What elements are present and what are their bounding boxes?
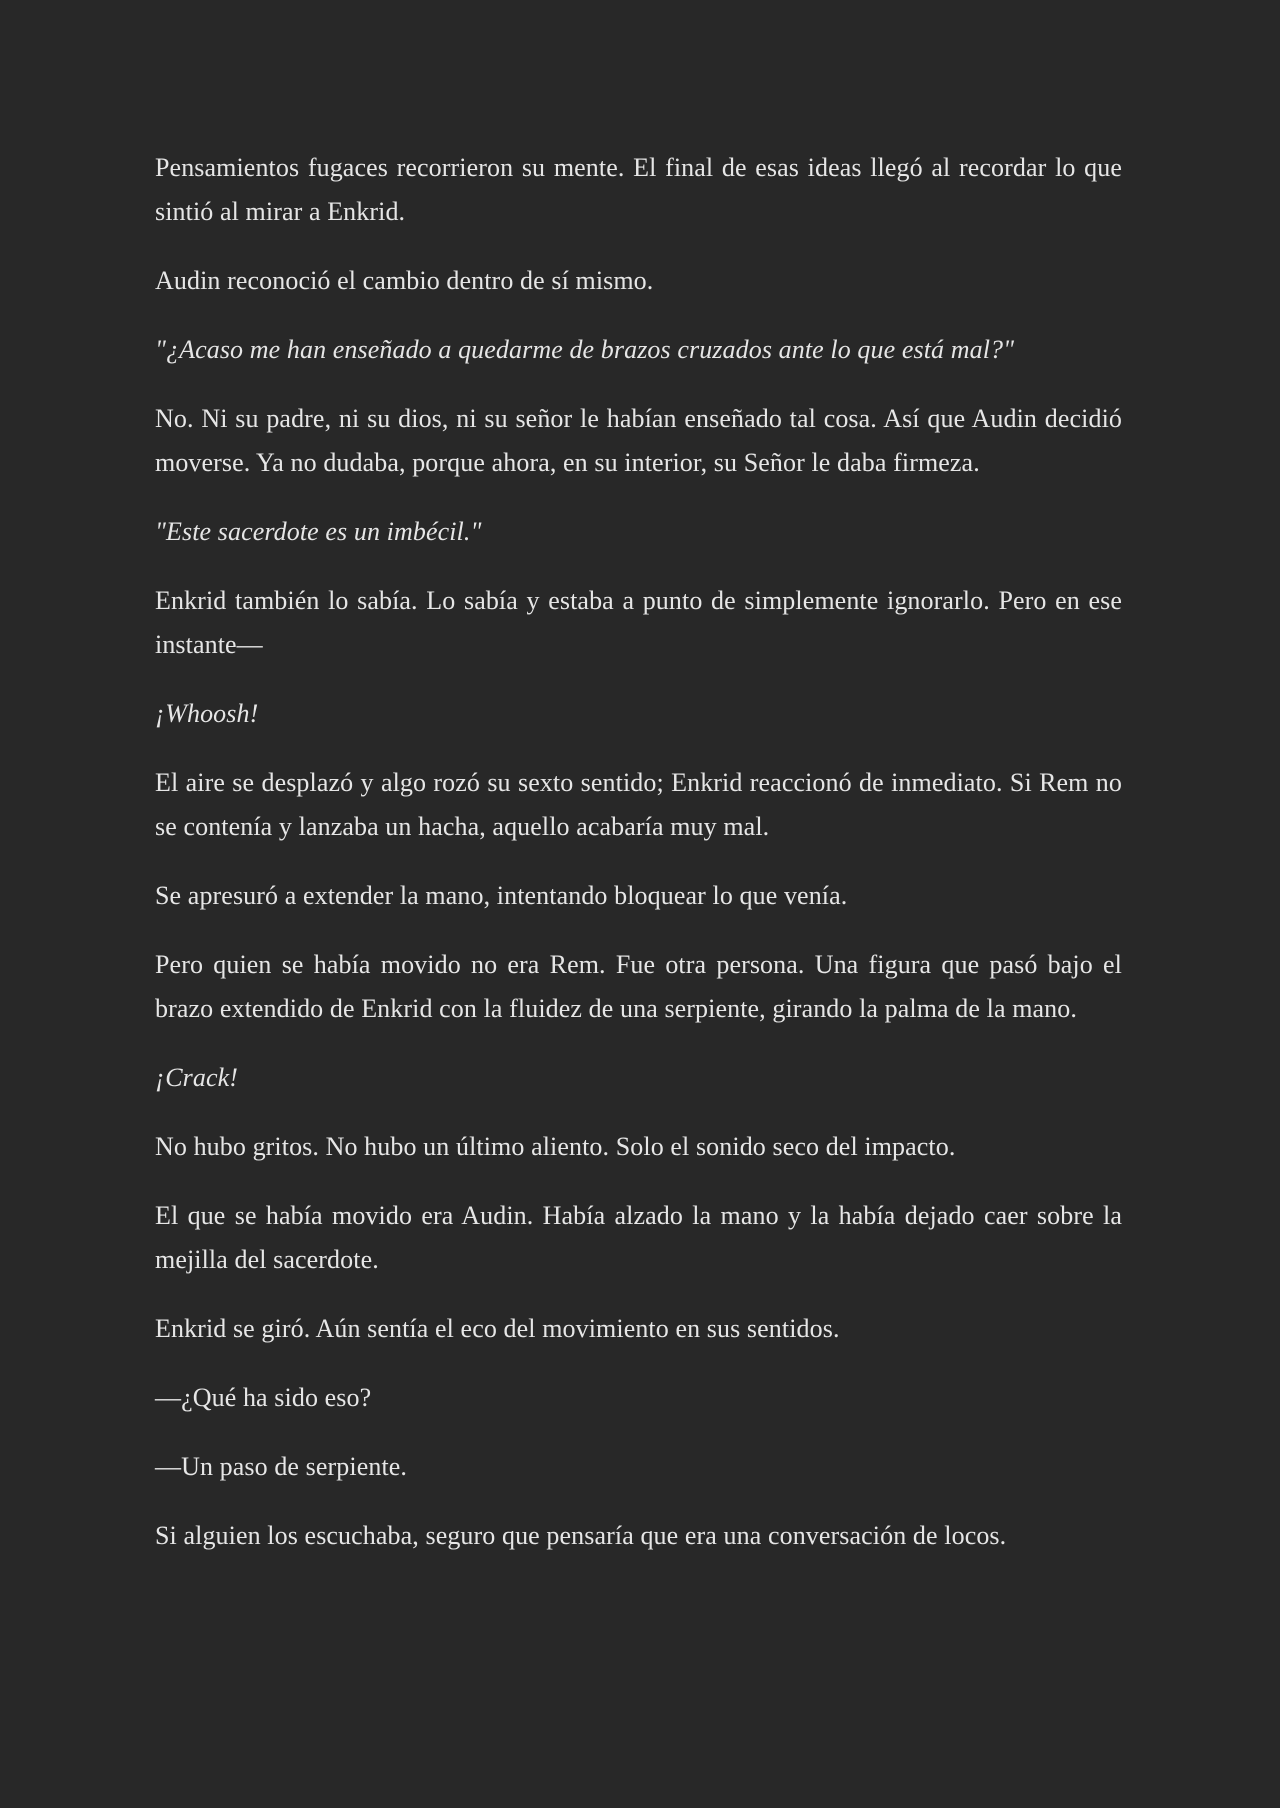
paragraph: Enkrid se giró. Aún sentía el eco del movimiento en sus sentidos. — [155, 1314, 840, 1343]
paragraph-sound-effect: ¡Crack! — [155, 1063, 239, 1092]
paragraph: Si alguien los escuchaba, seguro que pensaría que era una conversación de locos. — [155, 1521, 1007, 1550]
paragraph: Pero quien se había movido no era Rem. Fue otra persona. Una figura que pasó bajo el brazo extendido de Enkrid con la fluidez de una serpiente, girando la palma de la mano. — [155, 950, 1122, 1023]
paragraph: No hubo gritos. No hubo un último aliento. Solo el sonido seco del impacto. — [155, 1132, 956, 1161]
paragraph: El aire se desplazó y algo rozó su sexto sentido; Enkrid reaccionó de inmediato. Si Rem no se contenía y lanzaba un hacha, aquello acabaría muy mal. — [155, 768, 1122, 841]
paragraph: Pensamientos fugaces recorrieron su mente. El final de esas ideas llegó al recordar lo que sintió al mirar a Enkrid. — [155, 153, 1122, 226]
paragraph: El que se había movido era Audin. Había alzado la mano y la había dejado caer sobre la mejilla del sacerdote. — [155, 1201, 1122, 1274]
paragraph-dialogue: —¿Qué ha sido eso? — [155, 1383, 372, 1412]
paragraph-thought: "¿Acaso me han enseñado a quedarme de brazos cruzados ante lo que está mal?" — [155, 335, 1015, 364]
chapter-text — [155, 146, 1122, 1583]
paragraph: Se apresuró a extender la mano, intentando bloquear lo que venía. — [155, 881, 848, 910]
paragraph-thought: "Este sacerdote es un imbécil." — [155, 517, 482, 546]
paragraph: No. Ni su padre, ni su dios, ni su señor le habían enseñado tal cosa. Así que Audin decidió moverse. Ya no dudaba, porque ahora, en su interior, su Señor le daba firmeza. — [155, 404, 1122, 477]
paragraph: Audin reconoció el cambio dentro de sí mismo. — [155, 266, 654, 295]
paragraph-sound-effect: ¡Whoosh! — [155, 699, 259, 728]
paragraph: Enkrid también lo sabía. Lo sabía y estaba a punto de simplemente ignorarlo. Pero en ese instante— — [155, 586, 1122, 659]
paragraph-dialogue: —Un paso de serpiente. — [155, 1452, 408, 1481]
